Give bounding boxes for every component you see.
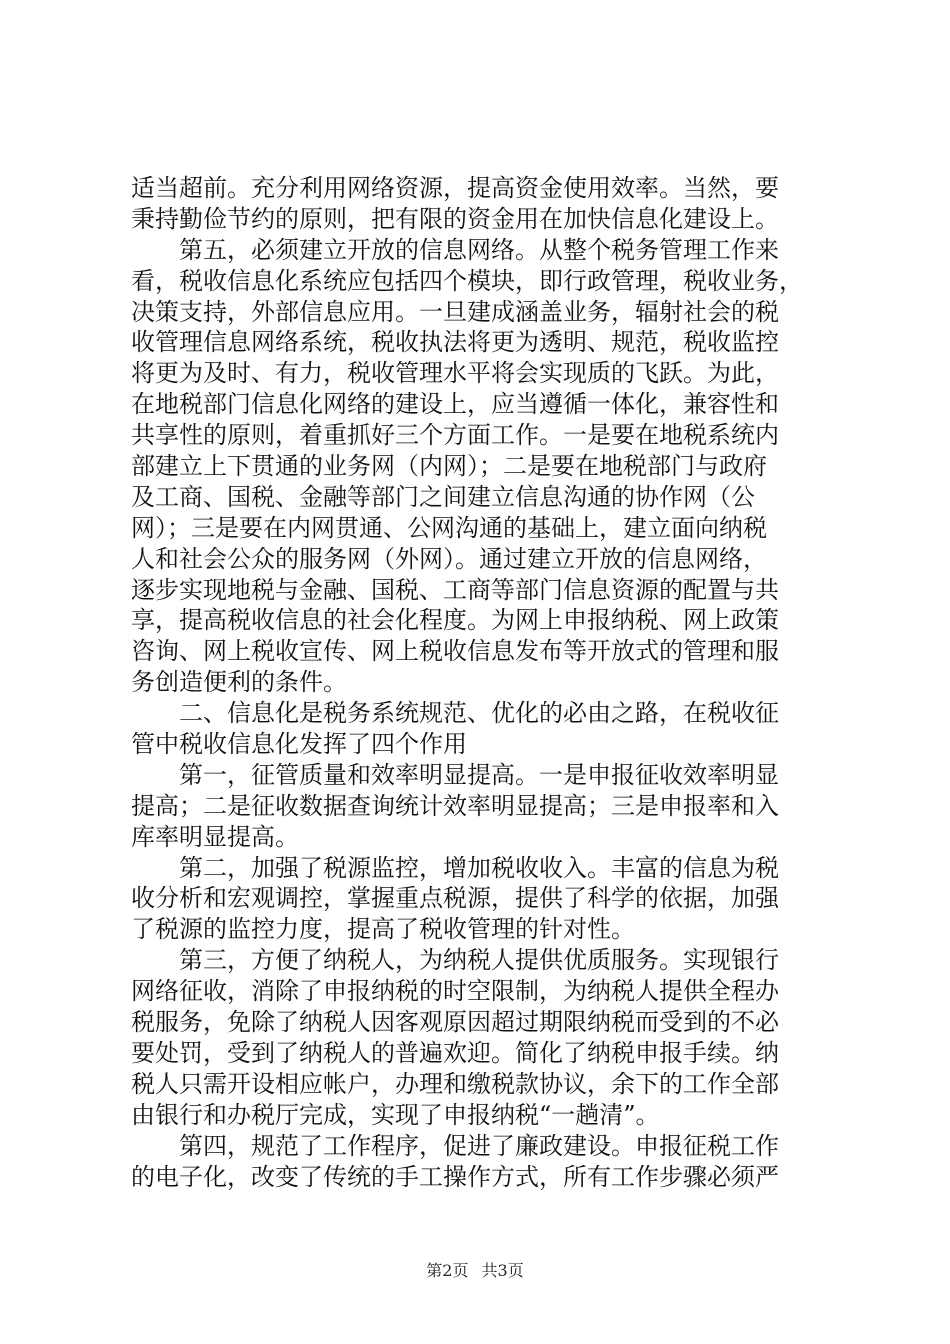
- text-line: 的电子化，改变了传统的手工操作方式，所有工作步骤必须严: [131, 1162, 779, 1191]
- text-line: 第四，规范了工作程序，促进了廉政建设。申报征税工作: [179, 1131, 779, 1160]
- text-line: 第二，加强了税源监控，增加税收收入。丰富的信息为税: [179, 853, 779, 882]
- text-line: 共享性的原则，着重抓好三个方面工作。一是要在地税系统内: [131, 421, 779, 450]
- page-footer: [0, 1261, 950, 1281]
- text-line: 提高；二是征收数据查询统计效率明显提高；三是申报率和入: [131, 791, 779, 820]
- text-line: 收分析和宏观调控，掌握重点税源，提供了科学的依据，加强: [131, 884, 779, 913]
- text-line: 了税源的监控力度，提高了税收管理的针对性。: [131, 915, 635, 944]
- text-line: 库率明显提高。: [131, 822, 299, 851]
- page-total: 共3页: [481, 1261, 524, 1280]
- text-line: 二、信息化是税务系统规范、优化的必由之路，在税收征: [179, 699, 779, 728]
- text-line: 管中税收信息化发挥了四个作用: [131, 730, 467, 759]
- text-line: 逐步实现地税与金融、国税、工商等部门信息资源的配置与共: [131, 575, 779, 604]
- text-line: 人和社会公众的服务网（外网）。通过建立开放的信息网络，: [131, 544, 767, 573]
- text-line: 第三，方便了纳税人，为纳税人提供优质服务。实现银行: [179, 946, 779, 975]
- text-line: 要处罚，受到了纳税人的普遍欢迎。简化了纳税申报手续。纳: [131, 1038, 779, 1067]
- text-line: 秉持勤俭节约的原则，把有限的资金用在加快信息化建设上。: [131, 204, 779, 233]
- text-line: 网）；三是要在内网贯通、公网沟通的基础上，建立面向纳税: [131, 513, 767, 542]
- document-body: [131, 173, 831, 1192]
- text-line: 咨询、网上税收宣传、网上税收信息发布等开放式的管理和服: [131, 637, 779, 666]
- text-line: 网络征收，消除了申报纳税的时空限制，为纳税人提供全程办: [131, 977, 779, 1006]
- text-line: 税人只需开设相应帐户，办理和缴税款协议，余下的工作全部: [131, 1069, 779, 1098]
- text-line: 税服务，免除了纳税人因客观原因超过期限纳税而受到的不必: [131, 1008, 779, 1037]
- text-line: 看，税收信息化系统应包括四个模块，即行政管理，税收业务，: [131, 266, 803, 295]
- text-line: 第五，必须建立开放的信息网络。从整个税务管理工作来: [179, 235, 779, 264]
- text-line: 务创造便利的条件。: [131, 668, 347, 697]
- text-line: 在地税部门信息化网络的建设上，应当遵循一体化，兼容性和: [131, 390, 779, 419]
- text-line: 决策支持，外部信息应用。一旦建成涵盖业务，辐射社会的税: [131, 297, 779, 326]
- text-line: 享，提高税收信息的社会化程度。为网上申报纳税、网上政策: [131, 606, 779, 635]
- text-line: 部建立上下贯通的业务网（内网）；二是要在地税部门与政府: [131, 452, 767, 481]
- text-line: 收管理信息网络系统，税收执法将更为透明、规范，税收监控: [131, 328, 779, 357]
- text-line: 第一，征管质量和效率明显提高。一是申报征收效率明显: [179, 760, 779, 789]
- text-line: 将更为及时、有力，税收管理水平将会实现质的飞跃。为此，: [131, 359, 779, 388]
- text-line: 及工商、国税、金融等部门之间建立信息沟通的协作网（公: [131, 482, 755, 511]
- page-number: 第2页: [426, 1261, 469, 1280]
- text-line: 适当超前。充分利用网络资源，提高资金使用效率。当然，要: [131, 174, 779, 202]
- text-line: 由银行和办税厅完成，实现了申报纳税“一趟清”。: [131, 1100, 660, 1129]
